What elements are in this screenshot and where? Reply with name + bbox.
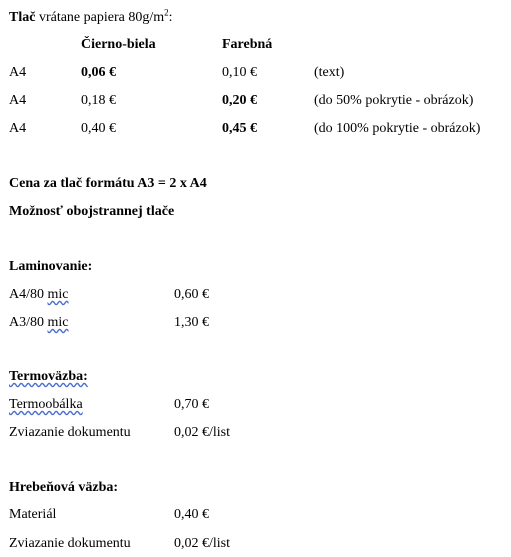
lamination-item-price: 1,30 €: [174, 315, 209, 330]
lamination-item-main: A3/80: [9, 315, 44, 330]
row-bw-price: 0,40 €: [81, 121, 116, 136]
row-color-price: 0,45 €: [222, 121, 257, 136]
lamination-item-unit: mic: [47, 287, 69, 302]
row-format: A4: [9, 93, 27, 108]
row-format: A4: [9, 65, 27, 80]
row-color-price: 0,10 €: [222, 65, 257, 80]
a3-price-note: Cena za tlač formátu A3 = 2 x A4: [9, 176, 207, 191]
thermal-item-label: Termoobálka: [9, 397, 83, 412]
lamination-title: Laminovanie:: [9, 259, 93, 274]
comb-item-label: Zviazanie dokumentu: [9, 536, 131, 551]
thermal-item-price: 0,70 €: [174, 397, 209, 412]
print-heading-bold: Tlač: [9, 10, 36, 25]
column-header-color: Farebná: [222, 37, 273, 52]
lamination-item-main: A4/80: [9, 287, 44, 302]
comb-item-price: 0,02 €/list: [174, 536, 231, 551]
row-note: (do 50% pokrytie - obrázok): [314, 93, 474, 108]
row-format: A4: [9, 121, 27, 136]
print-heading-tail: :: [168, 10, 173, 25]
column-header-bw: Čierno-biela: [81, 37, 156, 52]
print-heading-rest: vrátane papiera 80g/m: [38, 10, 165, 25]
comb-item-price: 0,40 €: [174, 507, 209, 522]
thermal-item-price: 0,02 €/list: [174, 425, 231, 440]
comb-item-label: Materiál: [9, 507, 57, 522]
thermal-item-label: Zviazanie dokumentu: [9, 425, 131, 440]
print-heading-sup: 2: [164, 7, 169, 18]
row-color-price: 0,20 €: [222, 93, 257, 108]
row-bw-price: 0,06 €: [81, 65, 116, 80]
lamination-item-price: 0,60 €: [174, 287, 209, 302]
lamination-item-label: [9, 288, 69, 302]
thermal-title: Termoväzba:: [9, 369, 88, 384]
print-heading: [9, 7, 173, 25]
row-note: (do 100% pokrytie - obrázok): [314, 121, 481, 136]
row-note: (text): [314, 65, 345, 80]
duplex-note: Možnosť obojstrannej tlače: [9, 204, 175, 219]
lamination-item-unit: mic: [47, 315, 69, 330]
comb-title: Hrebeňová väzba:: [9, 480, 119, 495]
lamination-item-label: [9, 316, 69, 330]
row-bw-price: 0,18 €: [81, 93, 116, 108]
